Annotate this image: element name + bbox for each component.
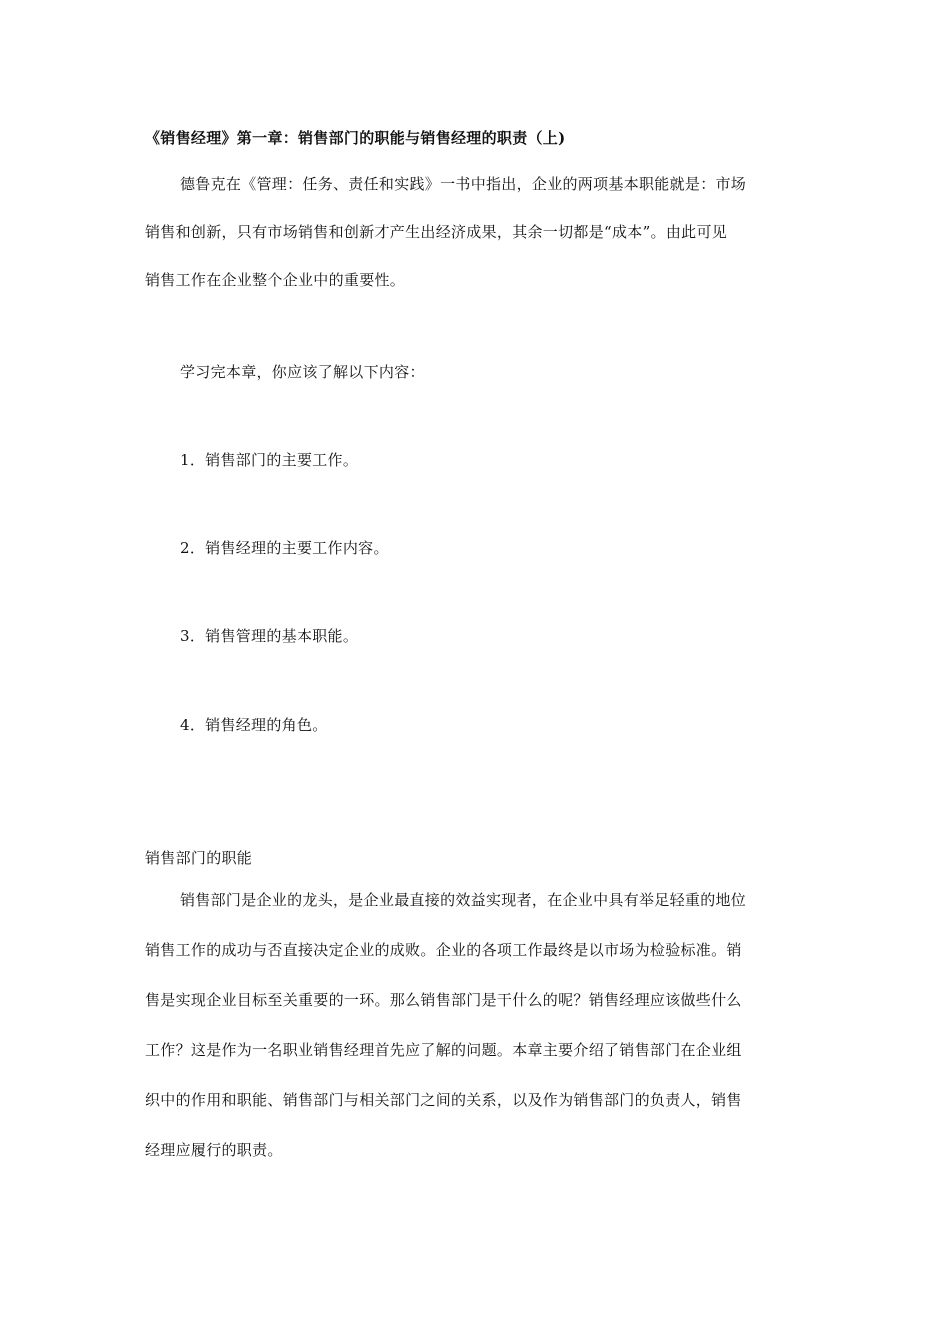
intro-line-2: 销售和创新，只有市场销售和创新才产生出经济成果，其余一切都是“成本”。由此可见 [145,223,728,241]
objective-item-3: 3．销售管理的基本职能。 [180,627,359,645]
objectives-lead: 学习完本章，你应该了解以下内容： [180,363,425,381]
objective-item-2: 2．销售经理的主要工作内容。 [180,539,389,557]
section-heading: 销售部门的职能 [145,849,253,867]
section-body-line-5: 织中的作用和职能、销售部门与相关部门之间的关系，以及作为销售部门的负责人，销售 [145,1091,742,1109]
objective-item-4: 4．销售经理的角色。 [180,716,328,734]
section-body-line-3: 售是实现企业目标至关重要的一环。那么销售部门是干什么的呢？销售经理应该做些什么 [145,991,742,1009]
document-title: 《销售经理》第一章：销售部门的职能与销售经理的职责（上) [145,129,566,147]
objective-item-1: 1．销售部门的主要工作。 [180,451,359,469]
section-body-line-2: 销售工作的成功与否直接决定企业的成败。企业的各项工作最终是以市场为检验标准。销 [145,941,742,959]
section-body-line-4: 工作？这是作为一名职业销售经理首先应了解的问题。本章主要介绍了销售部门在企业组 [145,1041,742,1059]
section-body-line-1: 销售部门是企业的龙头，是企业最直接的效益实现者，在企业中具有举足轻重的地位 [180,891,747,909]
section-body-line-6: 经理应履行的职责。 [145,1141,283,1159]
intro-line-1: 德鲁克在《管理：任务、责任和实践》一书中指出，企业的两项基本职能就是：市场 [180,175,747,193]
intro-line-3: 销售工作在企业整个企业中的重要性。 [145,271,406,289]
